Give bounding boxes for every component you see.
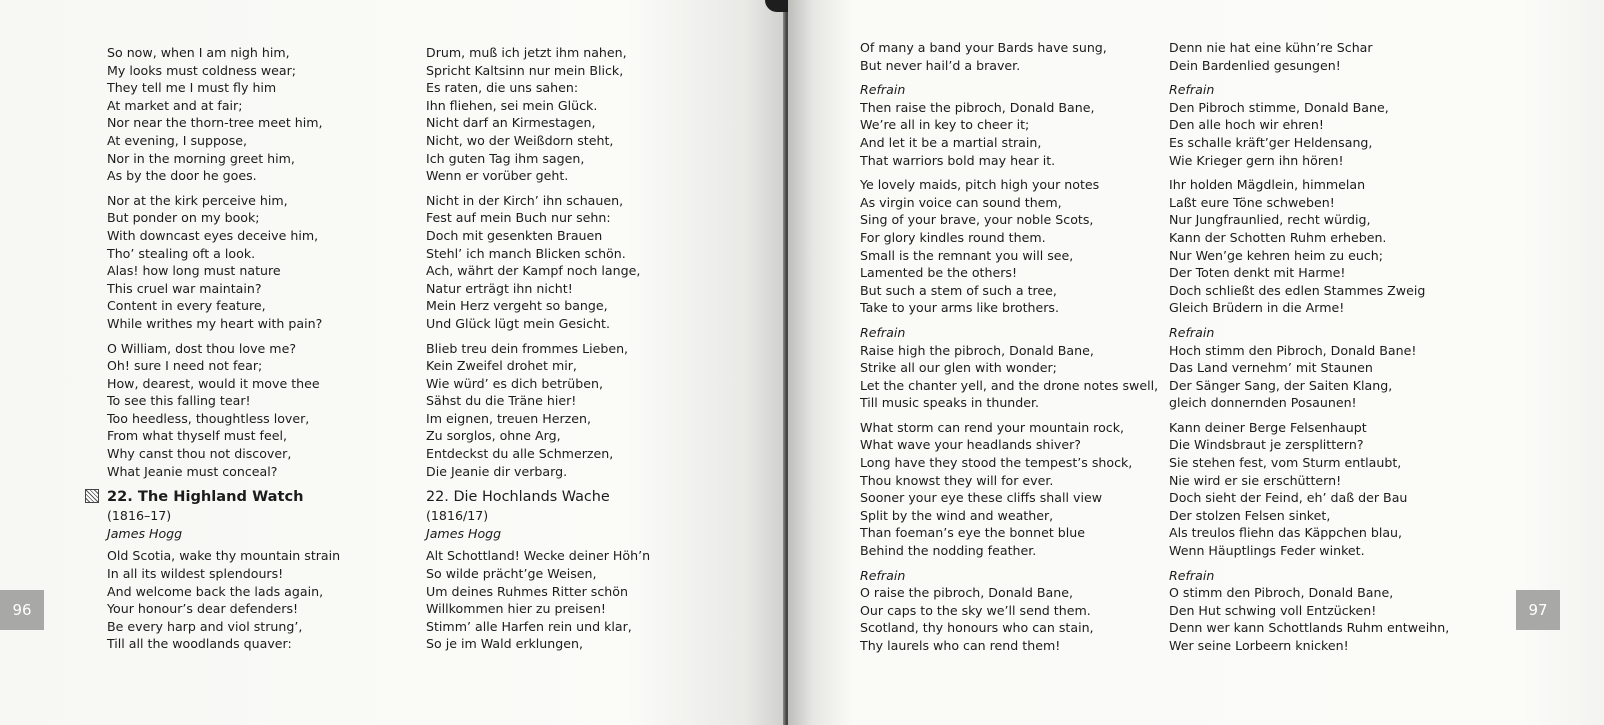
verse-line: Die Windsbraut je zersplittern?: [1169, 437, 1364, 453]
page-number-tab-right: [1516, 590, 1560, 630]
verse-line: What Jeanie must conceal?: [107, 463, 278, 479]
refrain-label: Refrain: [1169, 567, 1215, 583]
verse-line: Split by the wind and weather,: [860, 507, 1054, 523]
verse-line: Strike all our glen with wonder;: [860, 360, 1057, 376]
verse-line: Nicht in der Kirch’ ihn schauen,: [426, 192, 624, 208]
verse-line: Wie Krieger gern ihn hören!: [1169, 152, 1344, 168]
stanza: [426, 192, 650, 333]
verse-line: Der Toten denkt mit Harme!: [1169, 265, 1346, 281]
verse-line: Wenn Häuptlings Feder winket.: [1169, 543, 1365, 559]
verse-line: Kann deiner Berge Felsenhaupt: [1169, 419, 1367, 435]
page-number-right: 97: [1528, 601, 1548, 619]
verse-line: How, dearest, would it move thee: [107, 375, 320, 391]
verse-line: To see this falling tear!: [107, 393, 251, 409]
verse-line: Long have they stood the tempest’s shock,: [860, 455, 1133, 471]
verse-line: My looks must coldness wear;: [107, 62, 297, 78]
verse-line: Nicht darf an Kirmestagen,: [426, 115, 596, 131]
verse-line: But ponder on my book;: [107, 210, 260, 226]
verse-line: They tell me I must fly him: [107, 80, 277, 96]
verse-line: While writhes my heart with pain?: [107, 315, 323, 331]
verse-line: Denn nie hat eine kühn’re Schar: [1169, 40, 1373, 55]
verse-line: From what thyself must feel,: [107, 428, 287, 444]
verse-line: This cruel war maintain?: [107, 280, 262, 296]
refrain-label: Refrain: [1169, 82, 1215, 98]
song-title: [85, 487, 340, 507]
verse-line: Stimm’ alle Harfen rein und klar,: [426, 618, 632, 634]
verse-line: Und Glück lügt mein Gesicht.: [426, 315, 610, 331]
verse-line: Alt Schottland! Wecke deiner Höh’n: [426, 548, 651, 564]
verse-line: Es raten, die uns sahen:: [426, 80, 579, 96]
verse-line: O raise the pibroch, Donald Bane,: [860, 585, 1073, 601]
verse-line: So now, when I am nigh him,: [107, 45, 290, 60]
stanza: [860, 176, 1158, 317]
verse-line: In all its wildest splendours!: [107, 566, 284, 582]
verse-line: Thou knowst they will for ever.: [860, 472, 1054, 488]
stanza: [426, 340, 650, 481]
verse-line: Content in every feature,: [107, 298, 266, 314]
column-german-left: [426, 44, 650, 660]
song-title-text: 22. The Highland Watch: [107, 488, 304, 506]
verse-line: Es schalle kräft’ger Heldensang,: [1169, 134, 1373, 150]
verse-line: Laßt eure Töne schweben!: [1169, 194, 1335, 210]
verse-line: Behind the nodding feather.: [860, 543, 1037, 559]
verse-line: Sing of your brave, your noble Scots,: [860, 212, 1094, 228]
verse-line: For glory kindles round them.: [860, 229, 1046, 245]
verse-line: And let it be a martial strain,: [860, 134, 1042, 150]
verse-line: Nor in the morning greet him,: [107, 150, 295, 166]
verse-line: Doch mit gesenkten Brauen: [426, 227, 603, 243]
verse-line: Ich guten Tag ihm sagen,: [426, 150, 585, 166]
verse-line: Stehl’ ich manch Blicken schön.: [426, 245, 626, 261]
verse-line: And welcome back the lads again,: [107, 583, 324, 599]
verse-line: Nie wird er sie erschüttern!: [1169, 472, 1342, 488]
refrain-block: [1169, 81, 1449, 169]
verse-line: Sie stehen fest, vom Sturm entlaubt,: [1169, 455, 1402, 471]
song-years: (1816–17): [107, 508, 172, 524]
verse-line: Lamented be the others!: [860, 265, 1017, 281]
stanza: [860, 419, 1158, 560]
verse-line: Alas! how long must nature: [107, 263, 281, 279]
stanza: [107, 547, 340, 653]
song-author: James Hogg: [426, 525, 502, 541]
verse-line: Den alle hoch wir ehren!: [1169, 117, 1324, 133]
refrain-block: [860, 324, 1158, 412]
stanza: [107, 340, 340, 481]
song-author: James Hogg: [107, 525, 183, 541]
verse-line: Thy laurels who can rend them!: [860, 638, 1061, 653]
verse-line: As virgin voice can sound them,: [860, 194, 1062, 210]
verse-line: What storm can rend your mountain rock,: [860, 419, 1125, 435]
stanza: [107, 44, 340, 185]
verse-line: Ach, währt der Kampf noch lange,: [426, 263, 641, 279]
verse-line: Till all the woodlands quaver:: [107, 636, 292, 652]
verse-line: Blieb treu dein frommes Lieben,: [426, 340, 629, 356]
verse-line: Doch schließt des edlen Stammes Zweig: [1169, 282, 1426, 298]
verse-line: Old Scotia, wake thy mountain strain: [107, 548, 341, 564]
verse-line: At evening, I suppose,: [107, 132, 248, 148]
verse-line: Tho’ stealing oft a look.: [107, 245, 256, 261]
verse-line: Nur Wen’ge kehren heim zu euch;: [1169, 247, 1383, 263]
verse-line: Kann der Schotten Ruhm erheben.: [1169, 229, 1387, 245]
left-page: [0, 0, 785, 725]
stanza: [1169, 419, 1449, 560]
refrain-label: Refrain: [860, 82, 906, 98]
verse-line: Till music speaks in thunder.: [860, 395, 1040, 411]
refrain-label: Refrain: [860, 324, 906, 340]
verse-line: That warriors bold may hear it.: [860, 152, 1056, 168]
verse-line: Den Pibroch stimme, Donald Bane,: [1169, 99, 1389, 115]
verse-line: Sähst du die Träne hier!: [426, 393, 577, 409]
stanza: [426, 547, 650, 653]
refrain-block: [860, 81, 1158, 169]
column-german-right: [1169, 39, 1449, 662]
verse-line: Take to your arms like brothers.: [860, 300, 1059, 316]
verse-line: Wenn er vorüber geht.: [426, 168, 569, 184]
stanza: [107, 192, 340, 333]
refrain-label: Refrain: [1169, 324, 1215, 340]
verse-line: Zu sorglos, ohne Arg,: [426, 428, 561, 444]
verse-line: Then raise the pibroch, Donald Bane,: [860, 99, 1095, 115]
verse-line: With downcast eyes deceive him,: [107, 227, 319, 243]
verse-line: Den Hut schwing voll Entzücken!: [1169, 602, 1377, 618]
song-title: [426, 487, 650, 507]
page-number-left: 96: [12, 601, 32, 619]
verse-line: Why canst thou not discover,: [107, 446, 292, 462]
verse-line: Nor near the thorn-tree meet him,: [107, 115, 323, 131]
verse-line: Let the chanter yell, and the drone notes swell,: [860, 377, 1159, 393]
verse-line: Das Land vernehm’ mit Staunen: [1169, 360, 1373, 376]
column-english-left: [107, 44, 340, 660]
verse-line: Wer seine Lorbeern knicken!: [1169, 638, 1349, 653]
verse-line: gleich donnernden Posaunen!: [1169, 395, 1357, 411]
verse-line: But never hail’d a braver.: [860, 57, 1021, 73]
verse-line: Ihn fliehen, sei mein Glück.: [426, 97, 598, 113]
verse-line: So wilde prächt’ge Weisen,: [426, 566, 597, 582]
verse-line: O William, dost thou love me?: [107, 340, 296, 356]
verse-line: We’re all in key to cheer it;: [860, 117, 1030, 133]
verse-line: Dein Bardenlied gesungen!: [1169, 57, 1341, 73]
verse-line: Sooner your eye these cliffs shall view: [860, 490, 1102, 506]
right-page: [788, 0, 1604, 725]
verse-line: Mein Herz vergeht so bange,: [426, 298, 608, 314]
verse-line: Your honour’s dear defenders!: [107, 601, 299, 617]
refrain-block: [1169, 324, 1449, 412]
verse-line: Spricht Kaltsinn nur mein Blick,: [426, 62, 624, 78]
verse-line: Um deines Ruhmes Ritter schön: [426, 583, 628, 599]
verse-line: Oh! sure I need not fear;: [107, 358, 263, 374]
verse-line: Our caps to the sky we’ll send them.: [860, 602, 1091, 618]
verse-line: Kein Zweifel drohet mir,: [426, 358, 577, 374]
song-years: (1816/17): [426, 508, 489, 524]
song-heading: [107, 487, 340, 542]
page-number-tab-left: [0, 590, 44, 630]
verse-line: Doch sieht der Feind, eh’ daß der Bau: [1169, 490, 1408, 506]
stanza: [1169, 176, 1449, 317]
verse-line: So je im Wald erklungen,: [426, 636, 583, 652]
verse-line: Gleich Brüdern in die Arme!: [1169, 300, 1345, 316]
verse-line: As by the door he goes.: [107, 168, 257, 184]
verse-line: What wave your headlands shiver?: [860, 437, 1081, 453]
verse-line: Nor at the kirk perceive him,: [107, 192, 288, 208]
verse-line: Drum, muß ich jetzt ihm nahen,: [426, 45, 627, 60]
verse-line: O stimm den Pibroch, Donald Bane,: [1169, 585, 1394, 601]
refrain-block: [1169, 567, 1449, 655]
song-heading: [426, 487, 650, 542]
verse-line: Raise high the pibroch, Donald Bane,: [860, 342, 1094, 358]
verse-line: Der stolzen Felsen sinket,: [1169, 507, 1331, 523]
refrain-label: Refrain: [860, 567, 906, 583]
verse-line: Im eignen, treuen Herzen,: [426, 410, 591, 426]
verse-line: Than foeman’s eye the bonnet blue: [860, 525, 1085, 541]
verse-line: Be every harp and viol strung’,: [107, 618, 303, 634]
verse-line: But such a stem of such a tree,: [860, 282, 1057, 298]
verse-line: Denn wer kann Schottlands Ruhm entweihn,: [1169, 620, 1450, 636]
verse-line: Willkommen hier zu preisen!: [426, 601, 606, 617]
verse-line: Scotland, thy honours who can stain,: [860, 620, 1094, 636]
verse-line: Als treulos fliehn das Käppchen blau,: [1169, 525, 1403, 541]
verse-line: Natur erträgt ihn nicht!: [426, 280, 573, 296]
verse-line: Small is the remnant you will see,: [860, 247, 1074, 263]
stanza: [1169, 39, 1449, 74]
verse-line: Fest auf mein Buch nur sehn:: [426, 210, 611, 226]
verse-line: At market and at fair;: [107, 97, 243, 113]
verse-line: Hoch stimm den Pibroch, Donald Bane!: [1169, 342, 1417, 358]
verse-line: Of many a band your Bards have sung,: [860, 40, 1107, 55]
verse-line: Ihr holden Mägdlein, himmelan: [1169, 177, 1366, 193]
verse-line: Der Sänger Sang, der Saiten Klang,: [1169, 377, 1393, 393]
stanza: [860, 39, 1158, 74]
verse-line: Nur Jungfraunlied, recht würdig,: [1169, 212, 1371, 228]
verse-line: Nicht, wo der Weißdorn steht,: [426, 132, 614, 148]
track-icon: [85, 489, 99, 503]
verse-line: Die Jeanie dir verbarg.: [426, 463, 568, 479]
verse-line: Wie würd’ es dich betrüben,: [426, 375, 603, 391]
verse-line: Ye lovely maids, pitch high your notes: [860, 177, 1100, 193]
column-english-right: [860, 39, 1158, 662]
verse-line: Entdeckst du alle Schmerzen,: [426, 446, 614, 462]
verse-line: Too heedless, thoughtless lover,: [107, 410, 310, 426]
stanza: [426, 44, 650, 185]
refrain-block: [860, 567, 1158, 655]
song-title-text: 22. Die Hochlands Wache: [426, 489, 610, 506]
